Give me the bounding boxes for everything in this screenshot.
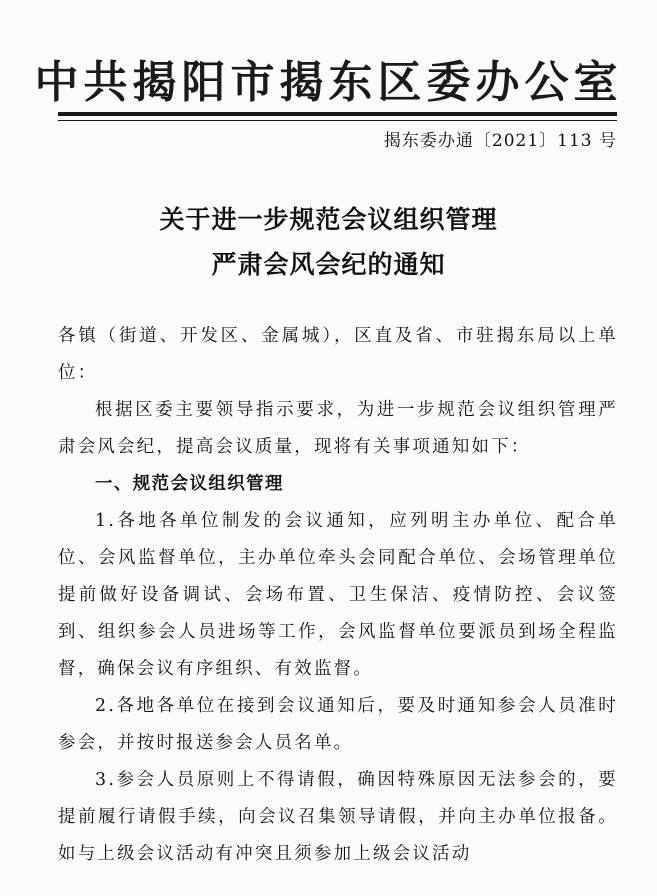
intro-paragraph: 根据区委主要领导指示要求，为进一步规范会议组织管理严肃会风会纪，提高会议质量，现将有关事项通知如下：	[58, 400, 618, 457]
document-title-line-1: 关于进一步规范会议组织管理	[159, 205, 498, 234]
masthead-rule-thin	[58, 120, 617, 121]
list-item-2: 2.各地各单位在接到会议通知后，要及时通知参会人员准时参会，并按时报送参会人员名单。	[58, 696, 618, 753]
list-item-1: 1.各地各单位制发的会议通知，应列明主办单位、配合单位、会风监督单位，主办单位牵头会同配合单位、会场管理单位提前做好设备调试、会场布置、卫生保洁、疫情防控、会议签到、组织参会人员进场等工作，会风监督单位要派员到场全程监督，确保会议有序组织、有效监督。	[58, 511, 618, 679]
addressee: 各镇（街道、开发区、金属城），区直及省、市驻揭东局以上单位：	[58, 326, 618, 383]
document-body	[58, 318, 618, 873]
masthead-rule-thick	[58, 112, 617, 116]
document-number: 揭东委办通〔2021〕113 号	[383, 131, 617, 151]
masthead-org-name: 中共揭阳市揭东区委办公室	[34, 57, 623, 108]
list-item-3: 3.参会人员原则上不得请假，确因特殊原因无法参会的，要提前履行请假手续，向会议召集领导请假，并向主办单位报备。如与上级会议活动有冲突且须参加上级会议活动	[58, 770, 618, 864]
document-title-line-2: 严肃会风会纪的通知	[211, 250, 446, 279]
section-heading: 一、规范会议组织管理	[95, 474, 284, 494]
